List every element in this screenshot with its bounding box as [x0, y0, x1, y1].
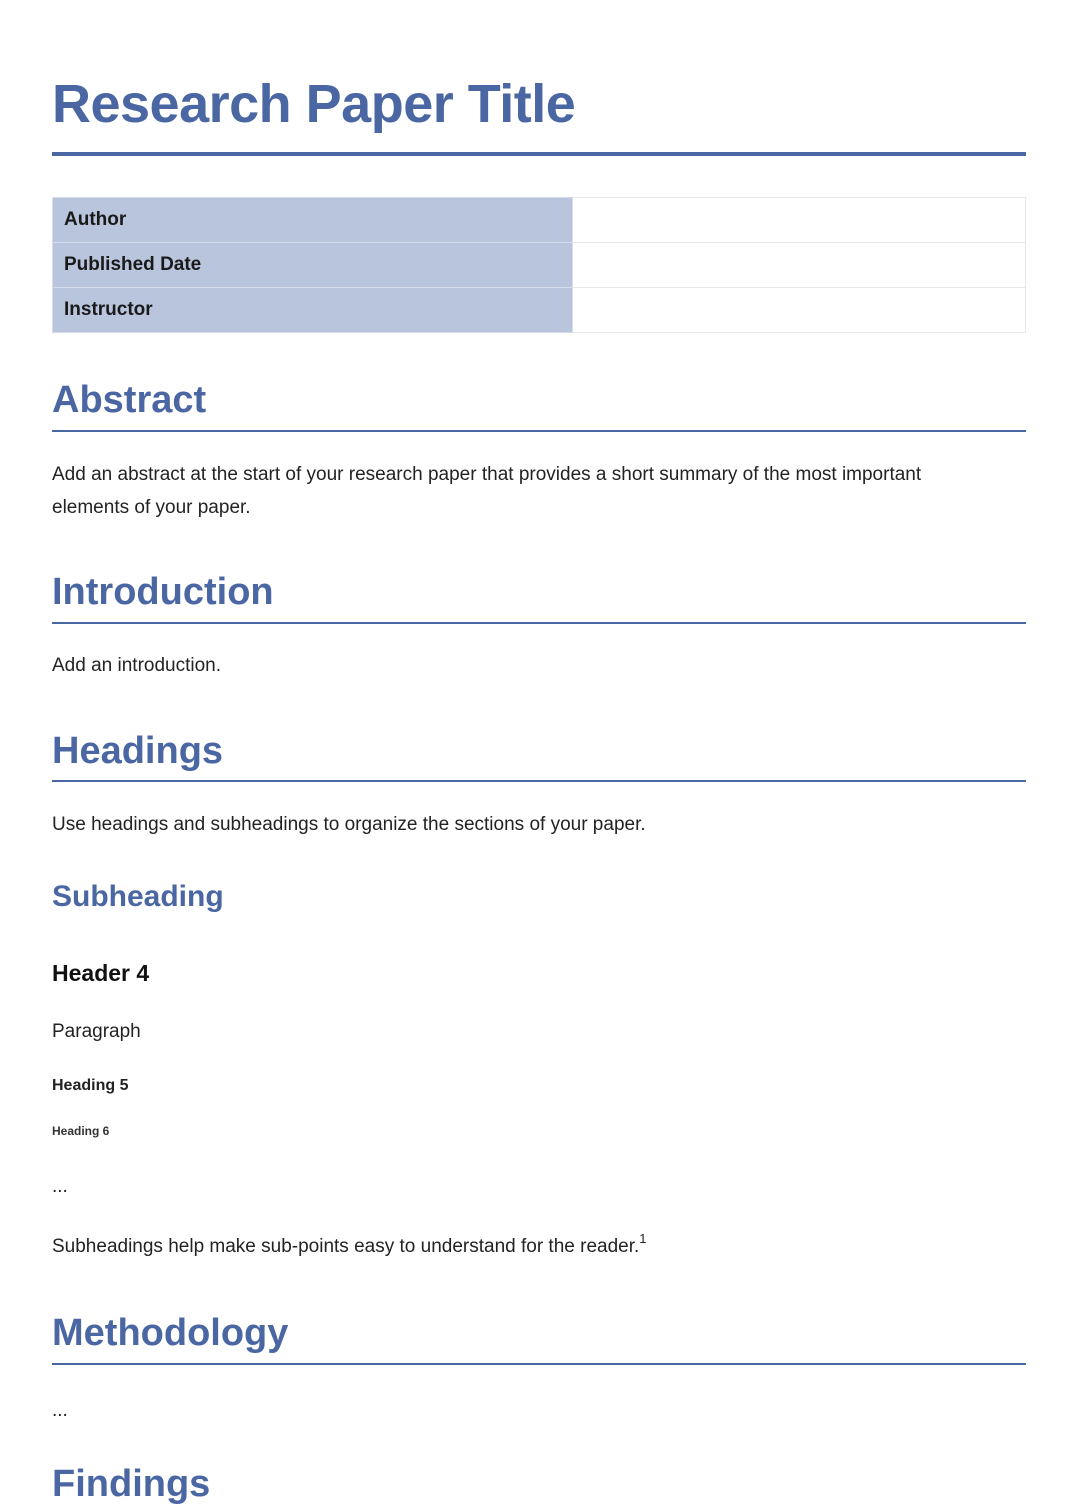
table-row: [53, 198, 1026, 243]
published-date-value[interactable]: [573, 243, 1026, 288]
header-4: Header 4: [52, 960, 150, 986]
metadata-table: [52, 197, 1026, 333]
paragraph-sample: Paragraph: [52, 1021, 141, 1042]
abstract-text: Add an abstract at the start of your research paper that provides a short summary of the most important elements of your paper.: [52, 464, 922, 518]
headings-text: Use headings and subheadings to organize the sections of your paper.: [52, 814, 646, 835]
introduction-divider: [52, 622, 1026, 624]
instructor-value[interactable]: [573, 288, 1026, 333]
heading-6: Heading 6: [52, 1124, 110, 1138]
title-divider: [52, 152, 1026, 156]
page-title: Research Paper Title: [52, 74, 576, 134]
author-label: Author: [53, 198, 573, 243]
subheadings-note-text: Subheadings help make sub-points easy to understand for the reader.: [52, 1236, 640, 1257]
abstract-heading: Abstract: [52, 379, 207, 421]
headings-ellipsis: ...: [52, 1176, 68, 1197]
subheading: Subheading: [52, 880, 224, 913]
table-row: [53, 243, 1026, 288]
instructor-label: Instructor: [53, 288, 573, 333]
introduction-text: Add an introduction.: [52, 655, 222, 676]
abstract-divider: [52, 430, 1026, 432]
footnote-reference[interactable]: 1: [639, 1230, 647, 1246]
introduction-heading: Introduction: [52, 571, 274, 613]
published-date-label: Published Date: [53, 243, 573, 288]
methodology-heading: Methodology: [52, 1312, 289, 1354]
subheadings-note: [52, 1230, 647, 1263]
heading-5: Heading 5: [52, 1077, 129, 1094]
author-value[interactable]: [573, 198, 1026, 243]
headings-divider: [52, 780, 1026, 782]
methodology-text: ...: [52, 1400, 68, 1421]
methodology-divider: [52, 1363, 1026, 1365]
findings-heading: Findings: [52, 1463, 211, 1505]
headings-heading: Headings: [52, 730, 224, 772]
table-row: [53, 288, 1026, 333]
